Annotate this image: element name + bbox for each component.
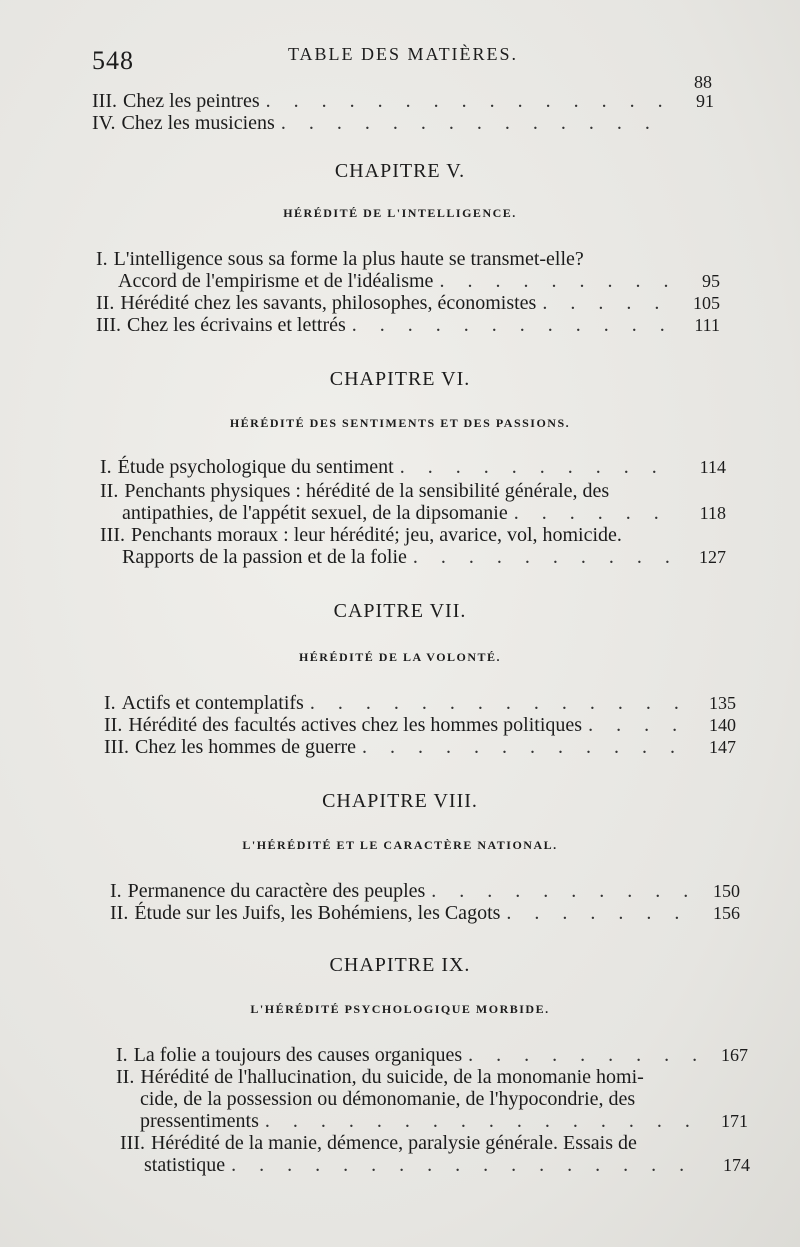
toc-entry	[110, 902, 740, 924]
toc-entry	[96, 292, 720, 314]
toc-entry	[96, 248, 718, 270]
page-ref: 114	[699, 457, 726, 477]
chapter-subtitle: L'HÉRÉDITÉ PSYCHOLOGIQUE MORBIDE.	[250, 1002, 550, 1016]
page-ref: 91	[696, 91, 714, 111]
entry-number: II.	[104, 714, 123, 736]
chapter-title: CHAPITRE VI.	[329, 368, 471, 390]
leader-dots	[514, 502, 680, 524]
entry-number: III.	[104, 736, 129, 758]
toc-entry	[92, 112, 714, 134]
entry-title-continued: pressentiments	[140, 1110, 259, 1132]
leader-dots	[266, 90, 668, 112]
page-ref: 127	[699, 547, 726, 567]
toc-entry	[110, 880, 740, 902]
toc-entry-continuation	[122, 546, 726, 568]
page-ref: 140	[709, 715, 736, 735]
entry-title-continued: statistique	[144, 1154, 226, 1176]
leader-dots	[506, 902, 694, 924]
page-ref: 174	[723, 1155, 750, 1175]
toc-entry	[96, 314, 720, 336]
entry-number: III.	[120, 1132, 145, 1154]
toc-entry	[104, 736, 736, 758]
page-ref: 88	[694, 72, 712, 92]
entry-title: Hérédité de la manie, démence, paralysie générale. Essais de	[150, 1132, 637, 1154]
entry-number: III.	[100, 524, 125, 546]
leader-dots	[281, 112, 668, 134]
page-ref: 95	[702, 271, 720, 291]
page-ref: 118	[699, 503, 726, 523]
toc-entry	[92, 90, 714, 112]
entry-number: III.	[96, 314, 121, 336]
entry-title: Étude psychologique du sentiment	[117, 456, 394, 478]
leader-dots	[542, 292, 674, 314]
entry-number: I.	[104, 692, 116, 714]
leader-dots	[588, 714, 690, 736]
entry-number: II.	[110, 902, 129, 924]
entry-number: I.	[96, 248, 108, 270]
entry-title: Permanence du caractère des peuples	[127, 880, 426, 902]
entry-number: II.	[96, 292, 115, 314]
chapter-subtitle: HÉRÉDITÉ DE LA VOLONTÉ.	[298, 650, 502, 664]
leader-dots	[310, 692, 690, 714]
entry-title-continued: Rapports de la passion et de la folie	[122, 546, 407, 568]
leader-dots	[468, 1044, 702, 1066]
toc-entry-continuation	[144, 1154, 750, 1176]
page-ref: 111	[694, 315, 720, 335]
toc-entry	[100, 480, 726, 502]
entry-title: Chez les peintres	[122, 90, 260, 112]
entry-title: Chez les musiciens	[121, 112, 275, 134]
entry-title: Étude sur les Juifs, les Bohémiens, les Cagots	[134, 902, 501, 924]
toc-entry	[104, 692, 736, 714]
entry-title: Hérédité des facultés actives chez les hommes politiques	[128, 714, 583, 736]
leader-dots	[231, 1154, 704, 1176]
leader-dots	[265, 1110, 702, 1132]
entry-title: La folie a toujours des causes organiques	[133, 1044, 463, 1066]
leader-dots	[431, 880, 694, 902]
page-ref: 171	[721, 1111, 748, 1131]
entry-title: Penchants physiques : hérédité de la sensibilité générale, des	[124, 480, 610, 502]
chapter-title: CAPITRE VII.	[333, 600, 467, 622]
page-ref: 167	[721, 1045, 748, 1065]
entry-title-continued: Accord de l'empirisme et de l'idéalisme	[118, 270, 434, 292]
entry-number: II.	[100, 480, 119, 502]
page-ref: 105	[693, 293, 720, 313]
entry-number: III.	[92, 90, 117, 112]
toc-entry-continuation	[140, 1110, 748, 1132]
entry-number: I.	[100, 456, 112, 478]
leader-dots	[362, 736, 690, 758]
toc-entry-continuation	[140, 1088, 748, 1110]
entry-title: Hérédité de l'hallucination, du suicide, de la monomanie homi-	[140, 1066, 644, 1088]
chapter-title: CHAPITRE IX.	[329, 954, 471, 976]
entry-title: Chez les écrivains et lettrés	[126, 314, 346, 336]
entry-title: Penchants moraux : leur hérédité; jeu, avarice, vol, homicide.	[130, 524, 622, 546]
entry-title: Hérédité chez les savants, philosophes, économistes	[120, 292, 537, 314]
entry-number: I.	[110, 880, 122, 902]
toc-entry	[100, 524, 726, 546]
leader-dots	[439, 270, 674, 292]
chapter-subtitle: L'HÉRÉDITÉ ET LE CARACTÈRE NATIONAL.	[242, 838, 558, 852]
entry-title-continued: antipathies, de l'appétit sexuel, de la dipsomanie	[122, 502, 508, 524]
chapter-title: CHAPITRE VIII.	[322, 790, 478, 812]
page-ref: 150	[713, 881, 740, 901]
toc-entry-continuation	[122, 502, 726, 524]
entry-title: L'intelligence sous sa forme la plus haute se transmet-elle?	[113, 248, 584, 270]
chapter-subtitle: HÉRÉDITÉ DE L'INTELLIGENCE.	[283, 206, 517, 220]
entry-title: Actifs et contemplatifs	[121, 692, 304, 714]
entry-title-continued: cide, de la possession ou démonomanie, de l'hypocondrie, des	[140, 1088, 636, 1110]
entry-number: IV.	[92, 112, 116, 134]
leader-dots	[352, 314, 674, 336]
toc-entry-continuation	[118, 270, 720, 292]
page-number: 548	[92, 46, 134, 75]
leader-dots	[400, 456, 680, 478]
toc-entry	[120, 1132, 750, 1154]
entry-number: I.	[116, 1044, 128, 1066]
entry-title: Chez les hommes de guerre	[134, 736, 357, 758]
leader-dots	[413, 546, 680, 568]
running-title: TABLE DES MATIÈRES.	[288, 44, 519, 64]
page-ref: 135	[709, 693, 736, 713]
page-ref: 156	[713, 903, 740, 923]
page-header	[92, 38, 720, 78]
toc-entry	[116, 1066, 748, 1088]
toc-entry	[100, 456, 726, 478]
chapter-subtitle: HÉRÉDITÉ DES SENTIMENTS ET DES PASSIONS.	[229, 416, 571, 430]
chapter-title: CHAPITRE V.	[334, 160, 466, 182]
toc-entry	[104, 714, 736, 736]
entry-number: II.	[116, 1066, 135, 1088]
page-ref: 147	[709, 737, 736, 757]
toc-entry	[116, 1044, 748, 1066]
